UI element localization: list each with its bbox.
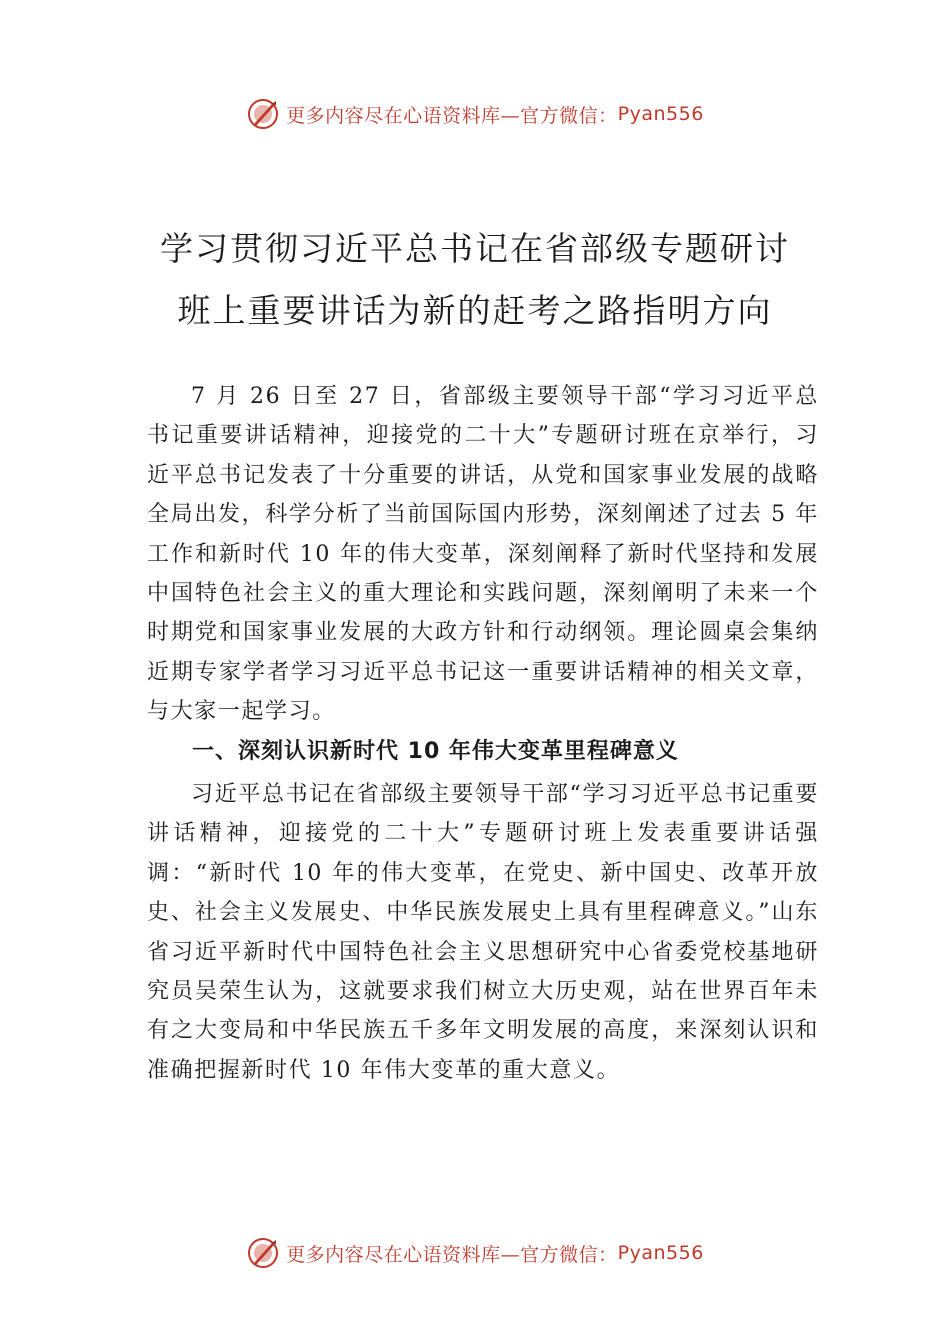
header-watermark [0,94,950,134]
watermark-text: 更多内容尽在心语资料库—官方微信： [286,104,618,127]
title-line-2: 班上重要讲话为新的赶考之路指明方向 [177,291,773,330]
section-heading-1: 一、深刻认识新时代 10 年伟大变革里程碑意义 [192,739,679,764]
intro-section [147,377,819,732]
pen-circle-logo-icon [246,1236,280,1270]
intro-paragraph: 7 月 26 日至 27 日，省部级主要领导干部“学习习近平总书记重要讲话精神，迎接党的二十大”专题研讨班在京举行，习近平总书记发表了十分重要的讲话，从党和国家事业发展的战略全局出发，科学分析了当前国际国内形势，深刻阐述了过去 5 年工作和新时代 10 年的伟大变革，深刻阐释了新时代坚持和发展中国特色社会主义的重大理论和实践问题，深刻阐明了未来一个时期党和国家事业发展的大政方针和行动纲领。理论圆桌会集纳近期专家学者学习习近平总书记这一重要讲话精神的相关文章，与大家一起学习。 [147,384,819,725]
watermark-text: 更多内容尽在心语资料库—官方微信： [286,1243,618,1266]
footer-watermark [0,1233,950,1273]
watermark-wechat-id: Pyan556 [617,103,704,125]
pen-circle-logo-icon [246,97,280,131]
section-1-body [147,775,819,1090]
section-1-paragraph: 习近平总书记在省部级主要领导干部“学习习近平总书记重要讲话精神，迎接党的二十大”专题研讨班上发表重要讲话强调：“新时代 10 年的伟大变革，在党史、新中国史、改革开放史、社会主义发展史、中华民族发展史上具有里程碑意义。”山东省习近平新时代中国特色社会主义思想研究中心省委党校基地研究员吴荣生认为，这就要求我们树立大历史观，站在世界百年未有之大变局和中华民族五千多年文明发展的高度，来深刻认识和准确把握新时代 10 年伟大变革的重大意义。 [147,782,819,1083]
watermark-wechat-id: Pyan556 [617,1242,704,1264]
title-line-1: 学习贯彻习近平总书记在省部级专题研讨 [160,229,790,268]
page-title [120,218,830,342]
